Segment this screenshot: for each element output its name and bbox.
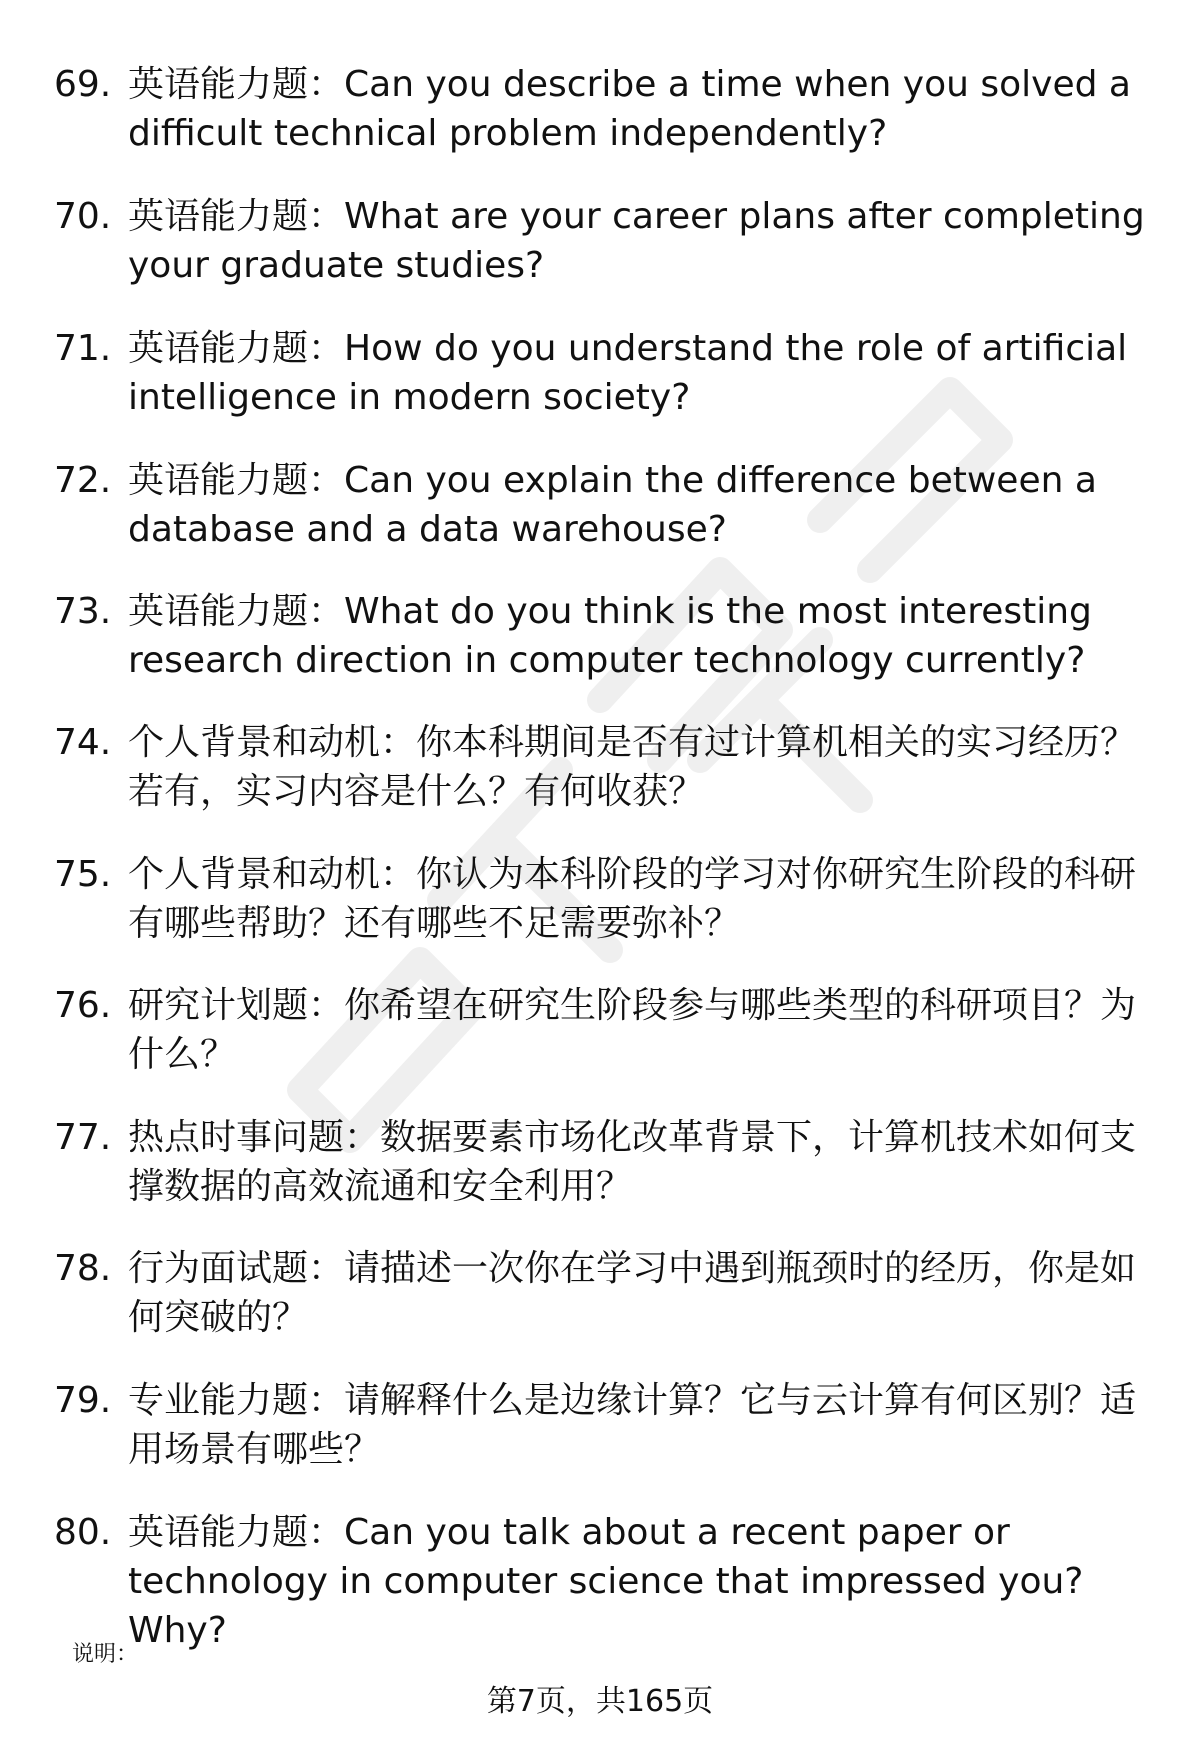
question-number: 74. — [54, 722, 112, 763]
question-text: 行为面试题：请描述一次你在学习中遇到瓶颈时的经历，你是如 何突破的？ — [128, 1248, 1137, 1338]
question-text: 英语能力题：Can you talk about a recent paper or technology in computer science that impressed you? Why? — [128, 1512, 1084, 1651]
question-text: 个人背景和动机：你本科期间是否有过计算机相关的实习经历？ 若有，实习内容是什么？有何收获？ — [128, 722, 1137, 812]
page-footer: 第7页，共165页 — [486, 1684, 714, 1719]
question-number: 73. — [54, 591, 112, 632]
question-text: 英语能力题：Can you describe a time when you solved a difficult technical problem independently? — [128, 64, 1131, 154]
question-number: 78. — [54, 1248, 112, 1289]
question-number: 75. — [54, 854, 112, 895]
question-text: 英语能力题：What are your career plans after completing your graduate studies? — [128, 196, 1145, 286]
question-text: 研究计划题：你希望在研究生阶段参与哪些类型的科研项目？为 什么？ — [128, 985, 1137, 1075]
question-text: 英语能力题：Can you explain the difference between a database and a data warehouse? — [128, 460, 1097, 550]
question-number: 76. — [54, 985, 112, 1026]
note-label: 说明： — [72, 1642, 139, 1667]
question-text: 专业能力题：请解释什么是边缘计算？它与云计算有何区别？适 用场景有哪些？ — [128, 1380, 1137, 1470]
question-text: 英语能力题：How do you understand the role of artificial intelligence in modern society? — [128, 328, 1128, 418]
question-number: 69. — [54, 64, 112, 105]
question-number: 79. — [54, 1380, 112, 1421]
question-text: 英语能力题：What do you think is the most interesting research direction in computer technology currently? — [128, 591, 1092, 681]
question-number: 77. — [54, 1117, 112, 1158]
question-number: 70. — [54, 196, 112, 237]
question-number: 80. — [54, 1512, 112, 1553]
question-text: 热点时事问题：数据要素市场化改革背景下，计算机技术如何支 撑数据的高效流通和安全利用？ — [128, 1117, 1137, 1207]
question-number: 72. — [54, 460, 112, 501]
question-number: 71. — [54, 328, 112, 369]
question-text: 个人背景和动机：你认为本科阶段的学习对你研究生阶段的科研 有哪些帮助？还有哪些不足需要弥补？ — [128, 854, 1137, 944]
